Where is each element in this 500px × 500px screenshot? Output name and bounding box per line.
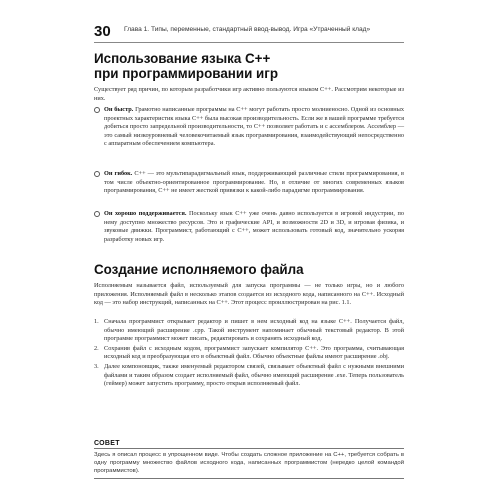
bullet-text: Грамотно написанные программы на C++ могут работать просто молниеносно. Одной из основных проектных характеристик языка C++ была высокая производительность. Если же в вашей программе требуется добиться просто запредельной производительности, то C++ позволяет работать и с ассемблером. Ассемблер — это самый низкоуровневый человекочитаемый язык программирования, взаимодействующий непосредственно с аппаратным обеспечением компьютера.	[104, 106, 404, 148]
bullet-fast	[94, 106, 404, 149]
bullet-lead: Он гибок.	[104, 170, 133, 177]
build-steps-list	[94, 318, 404, 390]
tip-label: СОВЕТ	[94, 440, 120, 447]
executable-intro	[94, 282, 404, 308]
bullet-circle-icon	[94, 107, 100, 113]
bullet-circle-icon	[94, 171, 100, 177]
bullet-text: C++ — это мультипарадигмальный язык, поддерживающий различные стили программирования, в том числе объектно-ориентированное программирование. Но, в отличие от многих современных языков программирования, C++ не имеет жесткой привязки к какой-либо парадигме программирования.	[104, 170, 404, 195]
bullet-supported	[94, 210, 404, 244]
bullet-lead: Он хорошо поддерживается.	[104, 210, 187, 217]
tip-bottom-rule	[94, 478, 404, 479]
bullet-lead: Он быстр.	[104, 106, 134, 113]
list-item: 2. Сохранив файл с исходным кодом, программист запускает компилятор C++. Это программа, считывающая исходный код и преобразующая его в объектный файл. Обычно объектные файлы имеют расширение .obj.	[94, 344, 404, 361]
tip-text: Здесь я описал процесс в упрощенном виде. Чтобы создать сложное приложение на C++, требуется собрать в одну программу множество файлов исходного кода, написанных программистом (нередко целой командой программистов).	[94, 452, 404, 475]
tip-top-rule	[94, 448, 404, 449]
section-title-line-2: при программировании игр	[94, 66, 279, 81]
bullet-flexible	[94, 170, 404, 196]
intro-paragraph: Существует ряд причин, по которым разработчики игр активно пользуются языком C++. Рассмотрим некоторые из них.	[94, 86, 404, 102]
section-title-line-1: Использование языка C++	[94, 51, 271, 66]
running-head: Глава 1. Типы, переменные, стандартный ввод-вывод. Игра «Утраченный клад»	[124, 26, 371, 33]
list-item: 1. Сначала программист открывает редактор и пишет в нем исходный код на языке C++. Получается файл, обычно имеющий расширение .cpp. Такой инструмент напоминает обычный текстовый редактор. В этой программе программист может писать, редактировать и сохранять исходный код.	[94, 318, 404, 343]
section-title-executable: Создание исполняемого файла	[94, 262, 304, 277]
bullet-text: Поскольку язык C++ уже очень давно используется в игровой индустрии, по нему доступно множество ресурсов. Это и графические API, и возможности 2D и 3D, и игровая физика, и звуковые движки. Программист, работающий с C++, может использовать готовый код, значительно ускоряя разработку новых игр.	[104, 210, 405, 243]
page-number: 30	[94, 23, 111, 40]
section-intro	[94, 86, 404, 103]
header-rule	[94, 42, 404, 43]
bullet-circle-icon	[94, 211, 100, 217]
executable-intro-paragraph: Исполняемым называется файл, используемый для запуска программы — не только игры, но и любого приложения. Исполняемый файл в несколько этапов создается из исходного кода, написанного на C++. Исходный код — это набор инструкций, написанных на C++. Этот процесс проиллюстрирован на рис. 1.1.	[94, 282, 404, 307]
list-item: 3. Далее компоновщик, также именуемый редактором связей, связывает объектный файл с нужными внешними файлами и таким образом создает исполняемый файл, обычно имеющий расширение .exe. Теперь пользователь (геймер) может запустить программу, просто открыв исполняемый файл.	[94, 362, 404, 388]
